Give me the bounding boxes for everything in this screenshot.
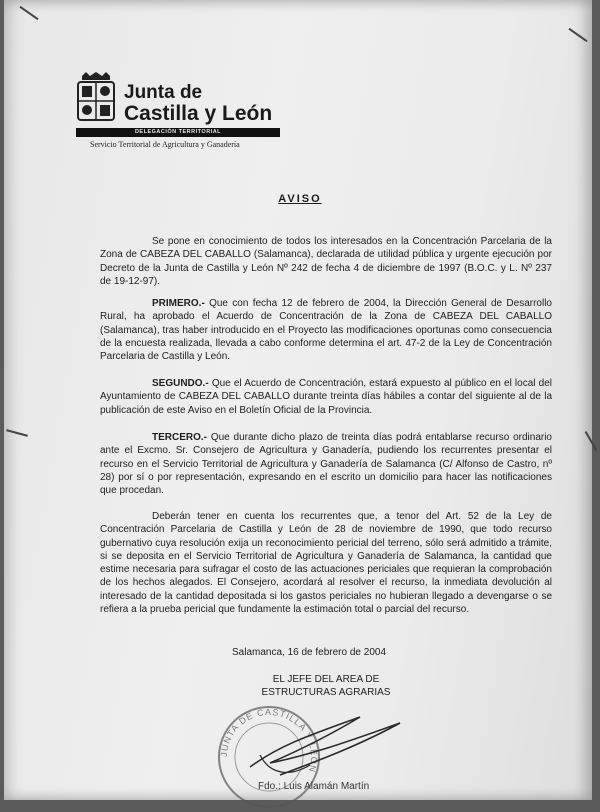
tercero-paragraph <box>100 431 552 497</box>
pin-mark <box>19 6 38 20</box>
primero-text: Que con fecha 12 de febrero de 2004, la Dirección General de Desarrollo Rural, ha aprobado el Acuerdo de Concentración de la Zona de CABEZA DEL CABALLO (Salamanca), tras haber introducido en el Proyecto las modificaciones oportunas como consecuencia de la encuesta realizada, llevada a cabo conforme determina el art. 47-2 de la Ley de Concentración Parcelaria de Castilla y León. <box>100 298 552 363</box>
signer-title-line1: EL JEFE DEL AREA DE <box>272 674 380 685</box>
pin-mark <box>568 28 587 42</box>
delegacion-bar: DELEGACIÓN TERRITORIAL <box>76 128 280 137</box>
segundo-text: Que el Acuerdo de Concentración, estará expuesto al público en el local del Ayuntamiento de CABEZA DEL CABALLO durante treinta días hábiles a contar del siguiente al de la publicación de este Aviso en el Boletín Oficial de la Provincia. <box>100 378 552 416</box>
recurrentes-paragraph: Deberán tener en cuenta los recurrentes que, a tenor del Art. 52 de la Ley de Concentración Parcelaria de Castilla y León de 28 de noviembre de 1990, que todo recurso gubernativo cuya resolución exija un reconocimiento pericial del terreno, sólo será admitido a trámite, si se deposita en el Servicio Territorial de Agricultura y Ganadería de Salamanca, la cantidad que estime necesaria para sufragar el costo de las actuaciones periciales que requieran la comprobación de los hechos alegados. El Consejero, acordará al resolver el recurso, la inmediata devolución al interesado de la cantidad depositada si los gastos periciales no hubieran llegado a devengarse o se refiera a la prueba pericial que fundamente la estimación total o parcial del recurso. <box>100 511 552 616</box>
signer-title-line2: ESTRUCTURAS AGRARIAS <box>261 687 391 698</box>
document-title-text: AVISO <box>278 193 322 205</box>
document-date: Salamanca, 16 de febrero de 2004 <box>232 647 386 658</box>
tercero-text: Que durante dicho plazo de treinta días podrá entablarse recurso ordinario ante el Excmo. Sr. Consejero de Agricultura y Ganadería, pudiendo los recurrentes presentar el recurso en el Servicio Territorial de Agricultura y Ganadería de Salamanca (C/ Alfonso de Castro, nº 28) por sí o por representación, expresando en el escrito un domicilio para hacer las notificaciones que procedan. <box>100 432 552 497</box>
document-title <box>0 193 600 205</box>
primero-lead: PRIMERO.- <box>152 298 205 309</box>
handwritten-signature-icon <box>240 705 410 785</box>
tercero-lead: TERCERO.- <box>152 432 207 443</box>
segundo-paragraph <box>100 377 552 417</box>
brand-name-line2: Castilla y León <box>124 102 273 125</box>
coat-of-arms-icon <box>76 72 116 122</box>
signer-name: Fdo.: Luis Alamán Martín <box>258 781 370 792</box>
pin-mark <box>585 431 598 451</box>
segundo-lead: SEGUNDO.- <box>152 378 209 389</box>
intro-paragraph: Se pone en conocimiento de todos los interesados en la Concentración Parcelaria de la Zona de CABEZA DEL CABALLO (Salamanca), declarada de utilidad pública y urgente ejecución por Decreto de la Junta de Castilla y León Nº 242 de fecha 4 de diciembre de 1997 (B.O.C. y L. Nº 237 de 19-12-97). <box>100 236 552 287</box>
servicio-subtitle: Servicio Territorial de Agricultura y Ganadería <box>90 140 240 149</box>
seal-text: JUNTA DE CASTILLA Y LEÓN <box>218 706 320 774</box>
primero-paragraph <box>100 297 552 363</box>
pin-mark <box>6 429 28 437</box>
brand-name-line1: Junta de <box>124 82 203 103</box>
